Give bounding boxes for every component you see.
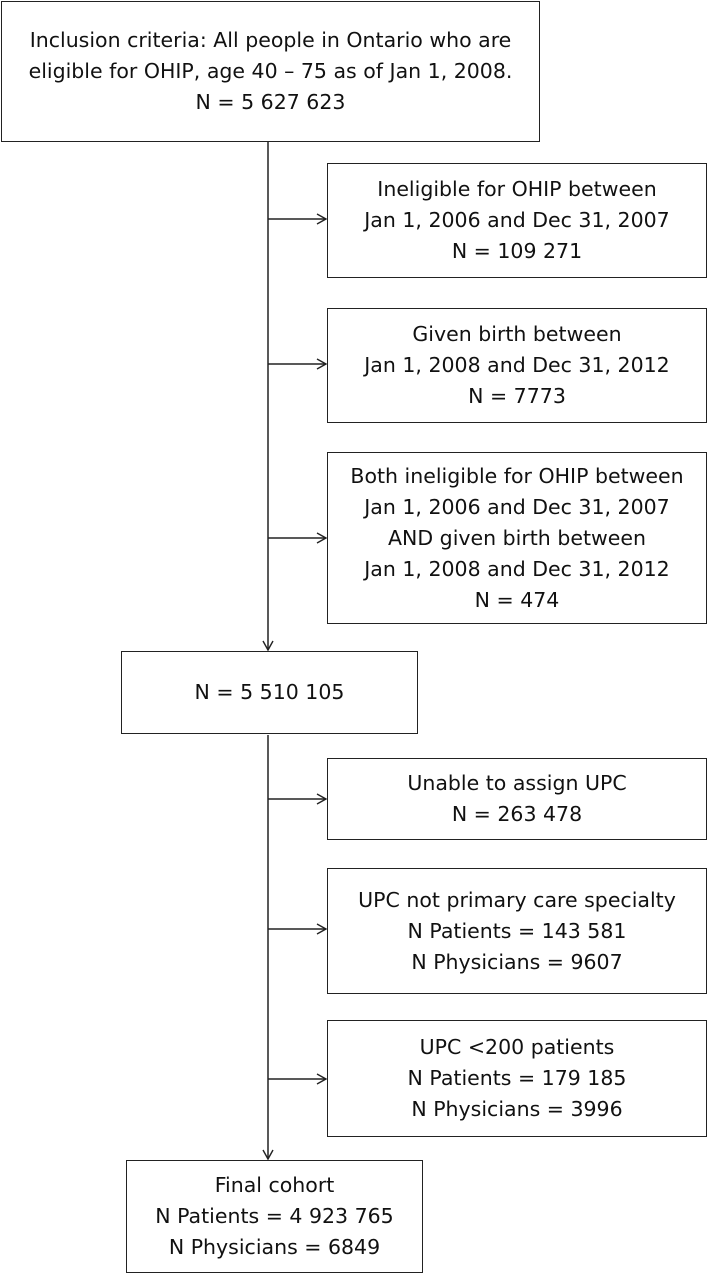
- exclusion-both-line-3: AND given birth between: [388, 525, 646, 550]
- intermediate-count-box: [121, 651, 418, 734]
- exclusion-upc-specialty-patients: N Patients = 143 581: [407, 918, 627, 943]
- inclusion-criteria-box: [1, 1, 540, 142]
- exclusion-both-count: N = 474: [474, 587, 560, 612]
- exclusion-upc-specialty-physicians: N Physicians = 9607: [411, 949, 623, 974]
- exclusion-box-upc-unassigned: [327, 758, 707, 840]
- exclusion-both-line-1: Both ineligible for OHIP between: [350, 463, 684, 488]
- final-cohort-physicians: N Physicians = 6849: [168, 1235, 381, 1259]
- exclusion-ineligible-line-1: Ineligible for OHIP between: [377, 177, 657, 201]
- exclusion-box-both: [327, 452, 707, 624]
- exclusion-upc-small-patients: N Patients = 179 185: [407, 1066, 627, 1090]
- exclusion-birth-count: N = 7773: [468, 384, 566, 408]
- inclusion-line-1: Inclusion criteria: All people in Ontario who are: [29, 28, 512, 52]
- exclusion-upc-unassigned-line-1: Unable to assign UPC: [407, 771, 627, 795]
- exclusion-box-upc-small: [327, 1020, 707, 1137]
- exclusion-birth-line-2: Jan 1, 2008 and Dec 31, 2012: [364, 353, 670, 377]
- exclusion-upc-specialty-line-1: UPC not primary care specialty: [358, 887, 676, 912]
- exclusion-box-given-birth: [327, 308, 707, 423]
- exclusion-birth-line-1: Given birth between: [412, 322, 622, 346]
- exclusion-box-ineligible-ohip: [327, 163, 707, 278]
- exclusion-both-line-4: Jan 1, 2008 and Dec 31, 2012: [364, 556, 670, 581]
- exclusion-ineligible-count: N = 109 271: [451, 239, 583, 263]
- inclusion-count: N = 5 627 623: [195, 90, 346, 114]
- final-cohort-patients: N Patients = 4 923 765: [155, 1204, 394, 1228]
- exclusion-both-line-2: Jan 1, 2006 and Dec 31, 2007: [364, 494, 670, 519]
- exclusion-upc-small-line-1: UPC <200 patients: [419, 1035, 615, 1059]
- final-cohort-title: Final cohort: [214, 1173, 335, 1197]
- intermediate-count: N = 5 510 105: [194, 680, 345, 704]
- final-cohort-box: [126, 1160, 423, 1273]
- inclusion-line-2: eligible for OHIP, age 40 – 75 as of Jan 1, 2008.: [28, 59, 513, 83]
- exclusion-upc-unassigned-count: N = 263 478: [451, 802, 583, 826]
- exclusion-box-upc-specialty: [327, 868, 707, 994]
- exclusion-ineligible-line-2: Jan 1, 2006 and Dec 31, 2007: [364, 208, 670, 232]
- exclusion-upc-small-physicians: N Physicians = 3996: [411, 1097, 623, 1121]
